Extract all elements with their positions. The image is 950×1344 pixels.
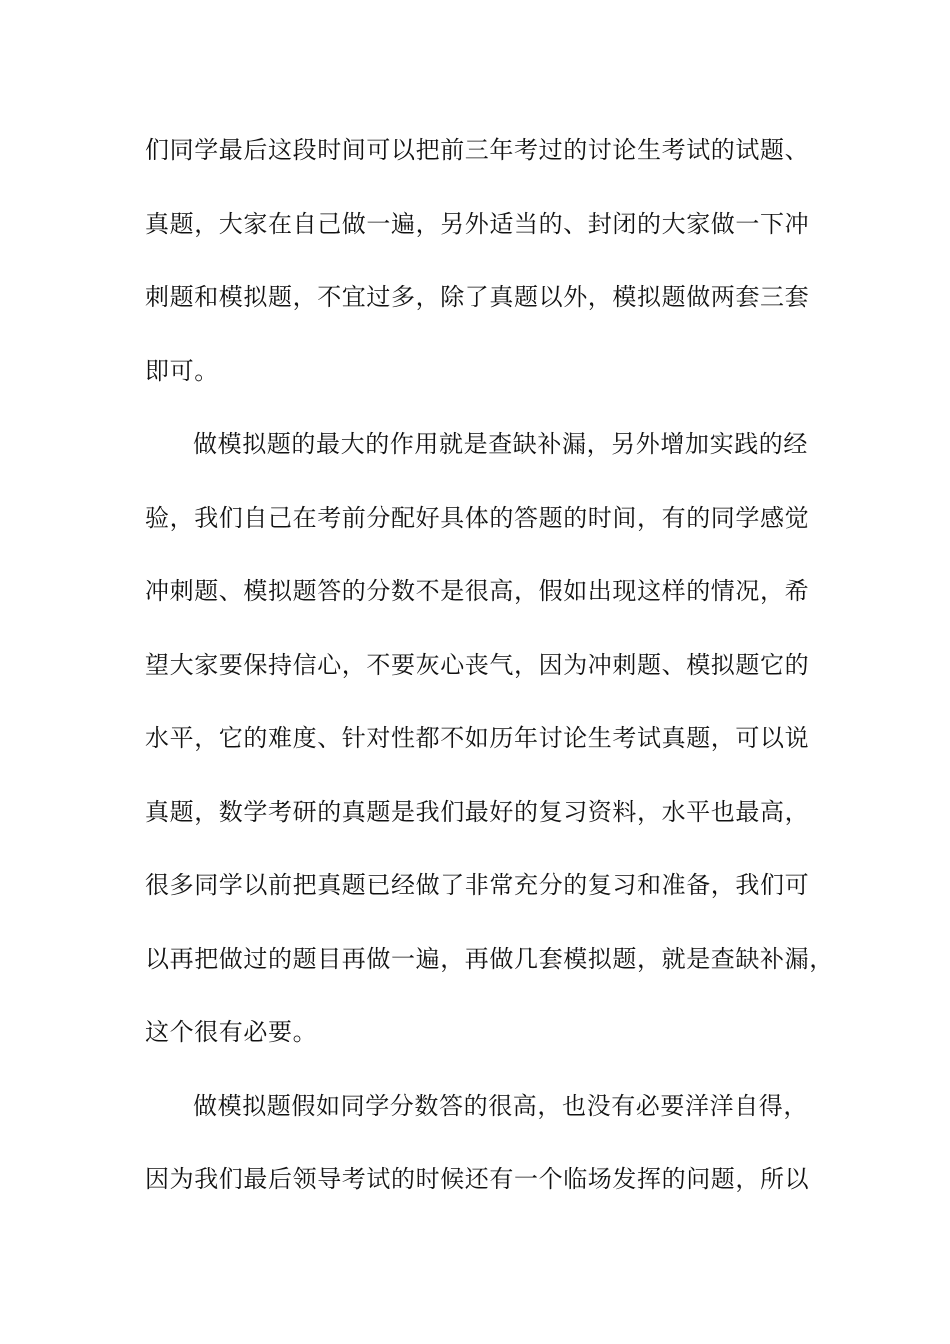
text-line: 即可。 [145,356,219,385]
text-line: 们同学最后这段时间可以把前三年考过的讨论生考试的试题、 [145,136,810,164]
text-line: 冲刺题、模拟题答的分数不是很高，假如出现这样的情况，希 [145,577,810,605]
paragraph-start-line: 做模拟题假如同学分数答的很高，也没有必要洋洋自得， [193,1091,808,1120]
text-line: 真题，大家在自己做一遍，另外适当的、封闭的大家做一下冲 [145,209,810,238]
text-line: 望大家要保持信心，不要灰心丧气，因为冲刺题、模拟题它的 [145,650,810,679]
text-line: 这个很有必要。 [145,1018,318,1046]
text-line: 很多同学以前把真题已经做了非常充分的复习和准备，我们可 [145,871,810,899]
body-text [145,130,834,1233]
text-line: 以再把做过的题目再做一遍，再做几套模拟题，就是查缺补漏， [145,944,834,973]
paragraph-start-line: 做模拟题的最大的作用就是查缺补漏，另外增加实践的经 [193,430,808,458]
text-line: 水平，它的难度、针对性都不如历年讨论生考试真题，可以说 [145,724,810,752]
text-line: 验，我们自己在考前分配好具体的答题的时间，有的同学感觉 [145,503,810,532]
text-line: 刺题和模拟题，不宜过多，除了真题以外，模拟题做两套三套 [145,283,810,311]
text-line: 真题，数学考研的真题是我们最好的复习资料，水平也最高， [145,797,810,826]
text-line: 因为我们最后领导考试的时候还有一个临场发挥的问题，所以 [145,1165,810,1193]
